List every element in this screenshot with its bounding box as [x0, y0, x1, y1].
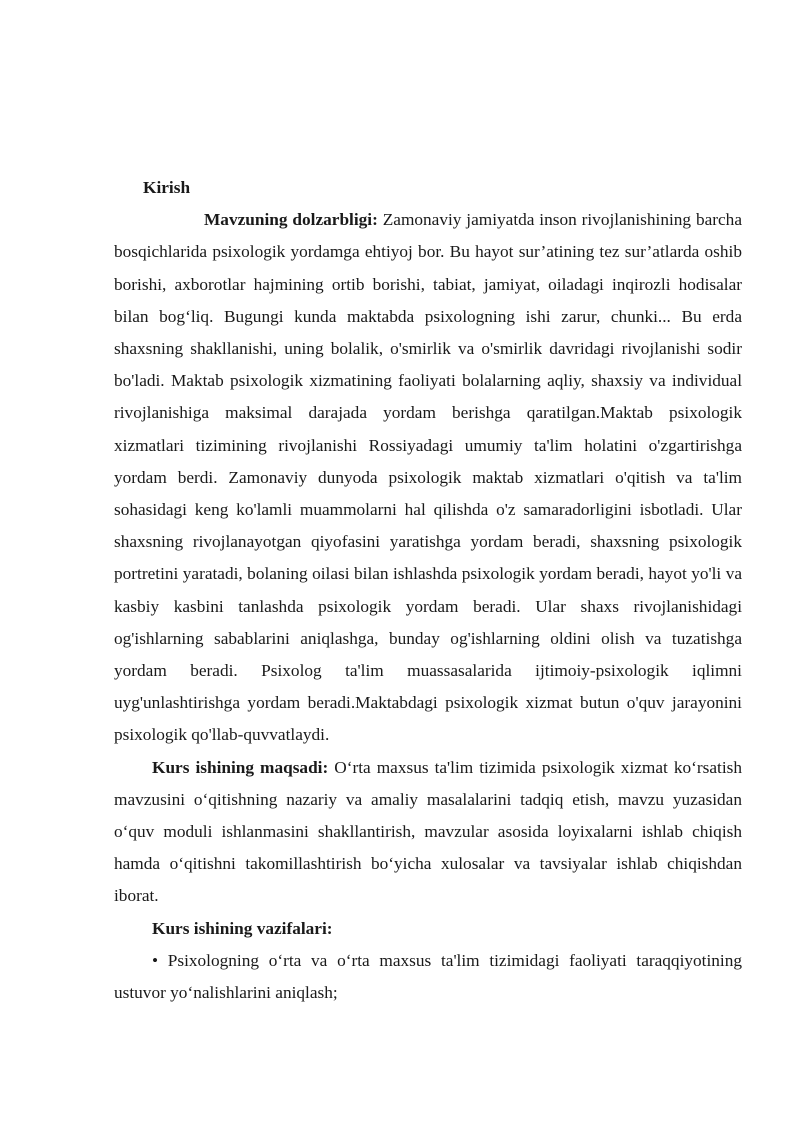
paragraph-tasks-heading	[114, 913, 742, 945]
paragraph-task-1	[114, 945, 742, 1009]
relevance-text: Zamonaviy jamiyatda inson rivojlanishining barcha bosqichlarida psixologik yordamga ehtiyoj bor. Bu hayot sur’atining tez sur’atlarda oshib borishi, axborotlar hajmining ortib borishi, tabiat, jamiyat, oiladagi inqirozli hodisalar bilan bog‘liq. Bugungi kunda maktabda psixologning ishi zarur, chunki... Bu erda shaxsning shakllanishi, uning bolalik, o'smirlik va o'smirlik davridagi rivojlanishi sodir bo'ladi. Maktab psixologik xizmatining faoliyati bolalarning aqliy, shaxsiy va individual rivojlanishiga maksimal darajada yordam berishga qaratilgan.Maktab psixologik xizmatlari tizimining rivojlanishi Rossiyadagi umumiy ta'lim holatini o'zgartirishga yordam berdi. Zamonaviy dunyoda psixologik maktab xizmatlari o'qitish va ta'lim sohasidagi keng ko'lamli muammolarni hal qilishda o'z samaradorligini isbotladi. Ular shaxsning rivojlanayotgan qiyofasini yaratishga yordam beradi, shaxsning psixologik portretini yaratadi, bolaning oilasi bilan ishlashda psixologik yordam beradi, hayot yo'li va kasbiy kasbini tanlashda psixologik yordam beradi. Ular shaxs rivojlanishidagi og'ishlarning sabablarini aniqlashga, bunday og'ishlarning oldini olish va tuzatishga yordam beradi. Psixolog ta'lim muassasalarida ijtimoiy-psixologik iqlimni uyg'unlashtirishga yordam beradi.Maktabdagi psixologik xizmat butun o'quv jarayonini psixologik qo'llab-quvvatlaydi.	[114, 210, 742, 745]
page-title: Kirish	[143, 178, 191, 197]
paragraph-relevance	[114, 204, 742, 751]
goal-heading: Kurs ishining maqsadi:	[152, 757, 329, 777]
paragraph-goal	[114, 752, 742, 913]
task-1-text: • Psixologning o‘rta va o‘rta maxsus ta'lim tizimidagi faoliyati taraqqiyotining ustuvor yo‘nalishlarini aniqlash;	[114, 950, 742, 1003]
document-page	[114, 172, 742, 1009]
goal-text: O‘rta maxsus ta'lim tizimida psixologik xizmat ko‘rsatish mavzusini o‘qitishning nazariy va amaliy masalalarini tadqiq etish, mavzu yuzasidan o‘quv moduli ishlanmasini shakllantirish, mavzular asosida loyixalarni ishlab chiqish hamda o‘qitishni takomillashtirish bo‘yicha xulosalar va tavsiyalar ishlab chiqishdan iborat.	[114, 757, 742, 906]
relevance-heading: Mavzuning dolzarbligi:	[204, 210, 378, 230]
tasks-heading: Kurs ishining vazifalari:	[152, 918, 333, 938]
